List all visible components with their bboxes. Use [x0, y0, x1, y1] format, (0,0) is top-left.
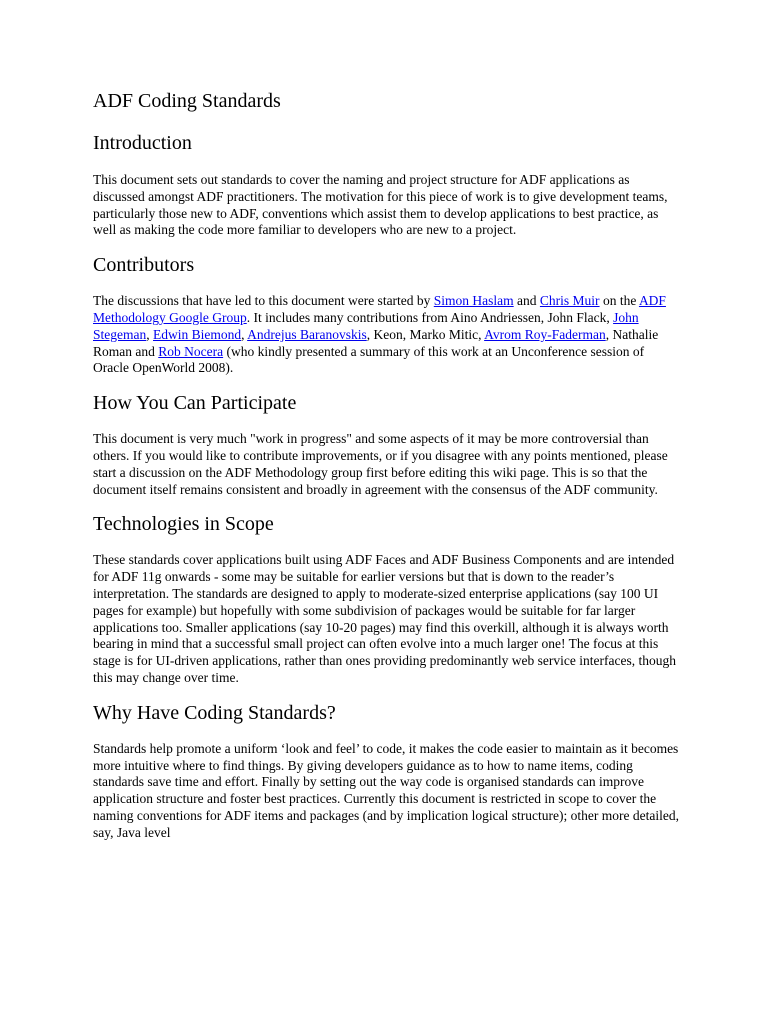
link-john-stegeman[interactable]: John Stegeman — [93, 309, 639, 342]
text-run: (who kindly presented a summary of this work at an Unconference session of Oracle OpenWorld 2008). — [93, 343, 645, 376]
link-chris-muir[interactable]: Chris Muir — [539, 293, 600, 309]
heading-technologies-in-scope: Technologies in Scope — [93, 513, 274, 536]
text-run: , — [241, 326, 248, 342]
paragraph-contributors — [93, 293, 683, 377]
text-run: and — [513, 293, 540, 309]
heading-introduction: Introduction — [93, 132, 192, 154]
link-rob-nocera[interactable]: Rob Nocera — [158, 343, 224, 359]
link-andrejus-baranovskis[interactable]: Andrejus Baranovskis — [247, 326, 367, 342]
text-run: , Nathalie Roman and — [93, 326, 659, 359]
link-edwin-biemond[interactable]: Edwin Biemond — [153, 326, 242, 342]
heading-why-coding-standards: Why Have Coding Standards? — [93, 701, 336, 724]
paragraph-why: Standards help promote a uniform ‘look and feel’ to code, it makes the code easier to maintain as it becomes more intuitive where to find things. By giving developers guidance as to how to name items, coding standards save time and effort. Finally by setting out the way code is organised standards can improve application structure and foster best practices. Currently this document is restricted in scope to cover the naming conventions for ADF items and packages (and by implication logical structure); other more detailed, say, Java level — [93, 740, 679, 840]
text-run: The discussions that have led to this document were started by — [93, 293, 434, 309]
text-run: . It includes many contributions from Aino Andriessen, John Flack, — [246, 309, 614, 325]
text-run: , — [146, 326, 153, 342]
heading-contributors: Contributors — [93, 254, 195, 277]
heading-how-you-can-participate: How You Can Participate — [93, 392, 297, 415]
link-adf-methodology-group[interactable]: ADF Methodology Google Group — [93, 293, 666, 325]
link-simon-haslam[interactable]: Simon Haslam — [433, 293, 514, 309]
document-page — [93, 88, 683, 842]
paragraph-participate: This document is very much "work in progress" and some aspects of it may be more controversial than others. If you would like to contribute improvements, or if you disagree with any points mentioned, please start a discussion on the ADF Methodology group first before editing this wiki page. This is so that the document itself remains consistent and broadly in agreement with the consensus of the ADF community. — [93, 431, 668, 497]
paragraph-introduction: This document sets out standards to cover the naming and project structure for ADF applications as discussed amongst ADF practitioners. The motivation for this piece of work is to give development teams, particularly those new to ADF, conventions which assist them to develop applications to best practice, as well as making the code more familiar to developers who are new to a project. — [93, 172, 668, 238]
link-avrom-roy-faderman[interactable]: Avrom Roy-Faderman — [484, 326, 606, 342]
document-title: ADF Coding Standards — [93, 90, 281, 112]
text-run: on the — [599, 293, 639, 309]
text-run: , Keon, Marko Mitic, — [366, 326, 485, 342]
paragraph-technologies: These standards cover applications built using ADF Faces and ADF Business Components and are intended for ADF 11g onwards - some may be suitable for earlier versions but that is down to the reader’s interpretation. The standards are designed to apply to moderate-sized enterprise applications (say 100 UI pages for example) but hopefully with some subdivision of packages would be suitable for far larger applications too. Smaller applications (say 10-20 pages) may find this overkill, although it is always worth bearing in mind that a successful small project can often evolve into a much larger one! The focus at this stage is for UI-driven applications, rather than ones providing predominantly web service interfaces, though this may change over time. — [93, 552, 676, 685]
